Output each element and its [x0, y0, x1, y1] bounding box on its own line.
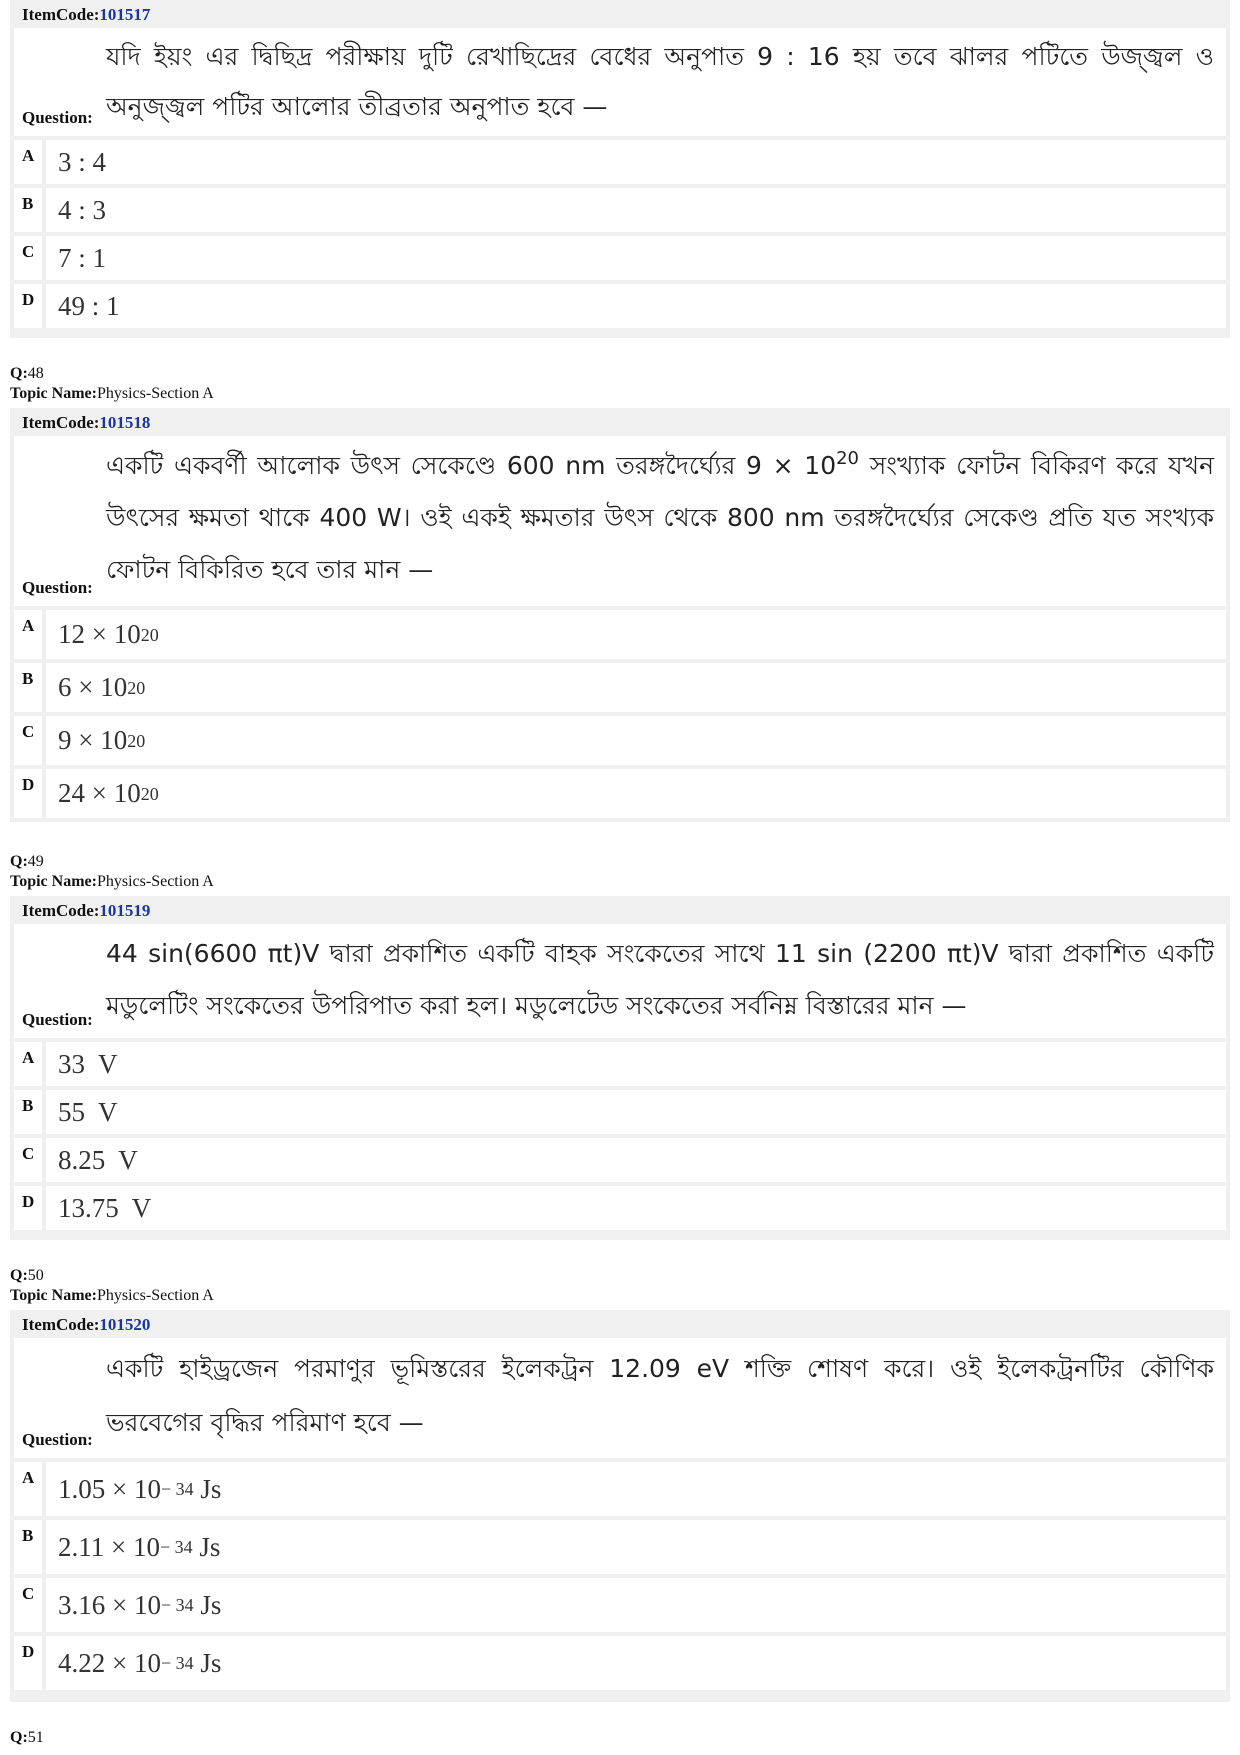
question-card-101519 [10, 896, 1230, 1240]
item-code-value: 101517 [99, 5, 151, 24]
option-value: 7 : 1 [42, 236, 1226, 280]
option-letter: C [14, 236, 42, 280]
topic-name: Physics-Section A [96, 873, 214, 890]
question-label: Question: [22, 1010, 93, 1029]
option-letter: A [14, 1042, 42, 1086]
question-header: Q:51 [10, 1729, 44, 1746]
question-header: Q:48 Topic Name:Physics-Section A [10, 365, 214, 402]
question-row [14, 28, 1226, 136]
option-letter: D [14, 769, 42, 818]
question-row [14, 436, 1226, 606]
option-letter: C [14, 716, 42, 765]
option-letter: D [14, 1186, 42, 1230]
item-code-value: 101518 [99, 413, 151, 432]
option-value: 3.16 × 10 − 34 Js [42, 1578, 1226, 1632]
option-a[interactable] [14, 1462, 1226, 1516]
question-text: 44 sin(6600 πt)V দ্বারা প্রকাশিত একটি বাহক সংকেতের সাথে 11 sin (2200 πt)V দ্বারা প্রকাশিত একটি মডুলেটিং সংকেতের উপরিপাত করা হল। মডুলেটেড সংকেতের সর্বনিম্ন বিস্তারের মান — [106, 939, 1214, 1020]
option-letter: D [14, 1636, 42, 1690]
option-b[interactable] [14, 663, 1226, 712]
question-number: 51 [27, 1729, 44, 1746]
option-value: 1.05 × 10 − 34 Js [42, 1462, 1226, 1516]
option-value: 33 V [42, 1042, 1226, 1086]
option-letter: D [14, 284, 42, 328]
option-c[interactable] [14, 716, 1226, 765]
question-number: 49 [27, 853, 44, 870]
question-label: Question: [22, 1430, 93, 1449]
option-letter: C [14, 1138, 42, 1182]
question-number: 48 [27, 365, 44, 382]
question-text: যদি ইয়ং এর দ্বিছিদ্র পরীক্ষায় দুটি রেখাছিদ্রের বেধের অনুপাত 9 : 16 হয় তবে ঝালর পটিতে উজ্জ্বল ও অনুজ্জ্বল পটির আলোর তীব্রতার অনুপাত হবে — [106, 42, 1214, 121]
option-value: 13.75 V [42, 1186, 1226, 1230]
question-label: Question: [22, 108, 93, 127]
option-a[interactable] [14, 1042, 1226, 1086]
option-a[interactable] [14, 610, 1226, 659]
item-code: ItemCode:101518 [22, 413, 151, 432]
option-value: 24 × 10 20 [42, 769, 1226, 818]
option-value: 4.22 × 10 − 34 Js [42, 1636, 1226, 1690]
option-value: 4 : 3 [42, 188, 1226, 232]
option-value: 3 : 4 [42, 140, 1226, 184]
option-d[interactable] [14, 769, 1226, 818]
option-d[interactable] [14, 1186, 1226, 1230]
item-code: ItemCode:101520 [22, 1315, 151, 1334]
option-letter: B [14, 1520, 42, 1574]
option-letter: C [14, 1578, 42, 1632]
item-code-value: 101520 [99, 1315, 151, 1334]
option-d[interactable] [14, 284, 1226, 328]
item-code-value: 101519 [99, 901, 151, 920]
question-number: 50 [27, 1267, 44, 1284]
option-letter: B [14, 1090, 42, 1134]
option-letter: B [14, 663, 42, 712]
option-value: 55 V [42, 1090, 1226, 1134]
option-letter: A [14, 610, 42, 659]
item-code: ItemCode:101517 [22, 5, 151, 24]
option-value: 2.11 × 10 − 34 Js [42, 1520, 1226, 1574]
option-a[interactable] [14, 140, 1226, 184]
option-letter: A [14, 1462, 42, 1516]
option-b[interactable] [14, 188, 1226, 232]
question-row [14, 924, 1226, 1038]
topic-name: Physics-Section A [96, 385, 214, 402]
option-c[interactable] [14, 1138, 1226, 1182]
question-card-101520 [10, 1310, 1230, 1702]
option-b[interactable] [14, 1520, 1226, 1574]
option-value: 6 × 10 20 [42, 663, 1226, 712]
question-text: একটি হাইড্রজেন পরমাণুর ভূমিস্তরের ইলেকট্রন 12.09 eV শক্তি শোষণ করে। ওই ইলেকট্রনটির কৌণিক ভরবেগের বৃদ্ধির পরিমাণ হবে — [106, 1354, 1214, 1437]
option-c[interactable] [14, 1578, 1226, 1632]
option-value: 12 × 10 20 [42, 610, 1226, 659]
option-c[interactable] [14, 236, 1226, 280]
question-text: একটি একবর্ণী আলোক উৎস সেকেণ্ডে 600 nm তরঙ্গদৈর্ঘ্যের $9 \times 10^{20}$ সংখ্যাক ফোটন বিকিরণ করে যখন উৎসের ক্ষমতা থাকে 400 W। ওই একই ক্ষমতার উৎস থেকে 800 nm তরঙ্গদৈর্ঘ্যের সেকেণ্ড প্রতি যত সংখ্যক ফোটন বিকিরিত হবে তার মান — [106, 448, 1214, 584]
question-header: Q:49 Topic Name:Physics-Section A [10, 853, 214, 890]
option-d[interactable] [14, 1636, 1226, 1690]
question-header: Q:50 Topic Name:Physics-Section A [10, 1267, 214, 1304]
item-code: ItemCode:101519 [22, 901, 151, 920]
topic-name: Physics-Section A [96, 1287, 214, 1304]
option-letter: B [14, 188, 42, 232]
option-letter: A [14, 140, 42, 184]
option-value: 49 : 1 [42, 284, 1226, 328]
question-card-101518 [10, 408, 1230, 822]
option-value: 8.25 V [42, 1138, 1226, 1182]
question-row [14, 1338, 1226, 1458]
option-value: 9 × 10 20 [42, 716, 1226, 765]
question-card-101517 [10, 0, 1230, 338]
option-b[interactable] [14, 1090, 1226, 1134]
question-label: Question: [22, 578, 93, 597]
